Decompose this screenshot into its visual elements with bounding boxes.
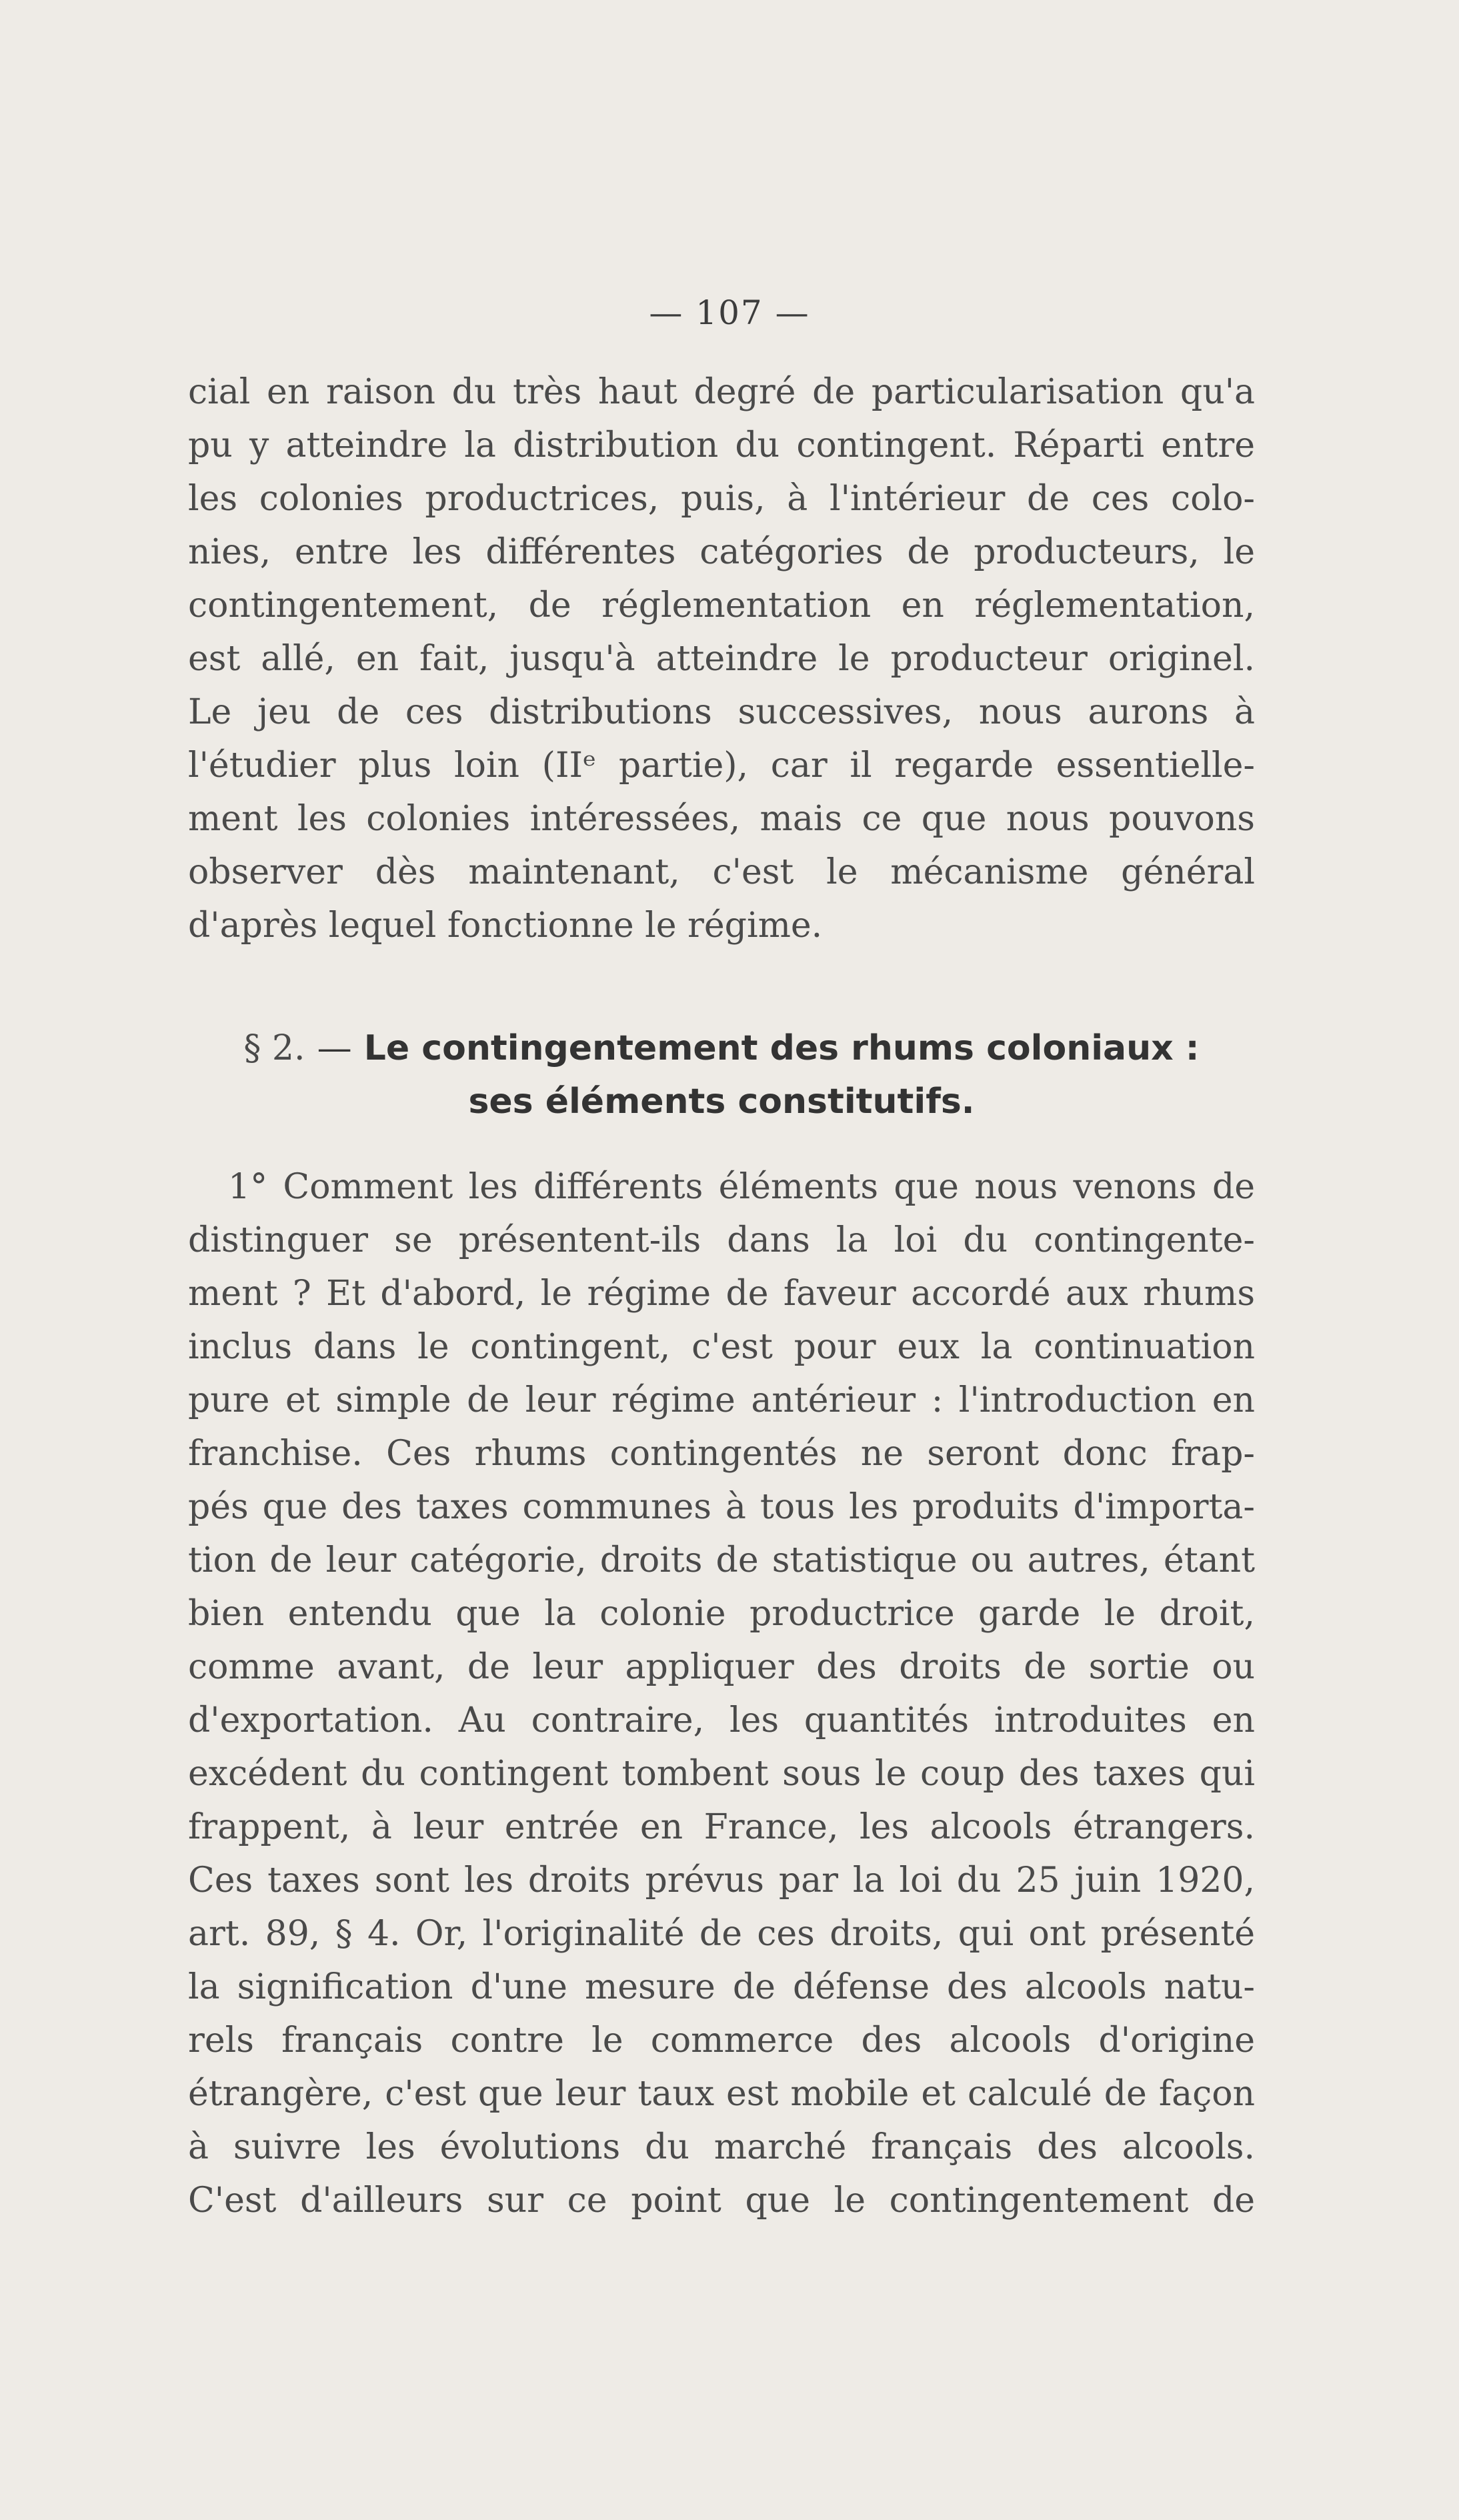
text-line: excédent du contingent tombent sous le coup des taxes qui: [188, 1754, 1255, 1794]
text-line: C'est d'ailleurs sur ce point que le contingentement de: [188, 2181, 1255, 2221]
text-line: comme avant, de leur appliquer des droits de sortie ou: [188, 1647, 1255, 1687]
text-line: l'étudier plus loin (IIᵉ partie), car il regarde essentielle-: [188, 746, 1255, 786]
text-line: rels français contre le commerce des alcools d'origine: [188, 2021, 1255, 2061]
section-number: § 2.: [243, 1028, 305, 1068]
text-line: ment les colonies intéressées, mais ce que nous pouvons: [188, 799, 1255, 839]
text-line: art. 89, § 4. Or, l'originalité de ces droits, qui ont présenté: [188, 1914, 1255, 1954]
text-line: observer dès maintenant, c'est le mécanisme général: [188, 852, 1255, 892]
text-line: la signification d'une mesure de défense des alcools natu-: [188, 1967, 1255, 2007]
section-title-part-2: ses éléments constitutifs.: [468, 1082, 975, 1122]
text-line: bien entendu que la colonie productrice garde le droit,: [188, 1594, 1255, 1634]
text-line: Ces taxes sont les droits prévus par la loi du 25 juin 1920,: [188, 1860, 1255, 1901]
text-line: contingentement, de réglementation en réglementation,: [188, 585, 1255, 625]
text-line: frappent, à leur entrée en France, les alcools étrangers.: [188, 1807, 1255, 1847]
text-line: inclus dans le contingent, c'est pour eux la continuation: [188, 1327, 1255, 1367]
text-line: nies, entre les différentes catégories de producteurs, le: [188, 532, 1255, 572]
text-line: pure et simple de leur régime antérieur : l'introduction en: [188, 1380, 1255, 1420]
text-line: d'exportation. Au contraire, les quantités introduites en: [188, 1700, 1255, 1740]
paragraph-2: [188, 1160, 1255, 2227]
text-line: est allé, en fait, jusqu'à atteindre le producteur originel.: [188, 639, 1255, 679]
text-line: cial en raison du très haut degré de particularisation qu'a: [188, 372, 1255, 412]
paragraph-1: [188, 365, 1255, 952]
text-line: ment ? Et d'abord, le régime de faveur accordé aux rhums: [188, 1274, 1255, 1314]
text-line: franchise. Ces rhums contingentés ne seront donc frap-: [188, 1434, 1255, 1474]
text-line: distinguer se présentent-ils dans la loi du contingente-: [188, 1220, 1255, 1260]
page-number: — 107 —: [649, 293, 810, 332]
text-line: pés que des taxes communes à tous les produits d'importa-: [188, 1487, 1255, 1527]
text-line: Le jeu de ces distributions successives, nous aurons à: [188, 692, 1255, 732]
text-line: tion de leur catégorie, droits de statistique ou autres, étant: [188, 1540, 1255, 1580]
text-line: étrangère, c'est que leur taux est mobile et calculé de façon: [188, 2074, 1255, 2114]
text-line: pu y atteindre la distribution du contingent. Réparti entre: [188, 425, 1255, 465]
text-line: 1° Comment les différents éléments que nous venons de: [228, 1167, 1255, 1207]
section-title-part-1: Le contingentement des rhums coloniaux :: [363, 1028, 1200, 1068]
text-line: à suivre les évolutions du marché français des alcools.: [188, 2127, 1255, 2167]
text-line: d'après lequel fonctionne le régime.: [188, 906, 823, 946]
section-heading-line-1: [188, 1022, 1255, 1075]
text-line: les colonies productrices, puis, à l'intérieur de ces colo-: [188, 479, 1255, 519]
section-heading: [188, 1022, 1255, 1128]
section-dash: —: [317, 1028, 352, 1068]
